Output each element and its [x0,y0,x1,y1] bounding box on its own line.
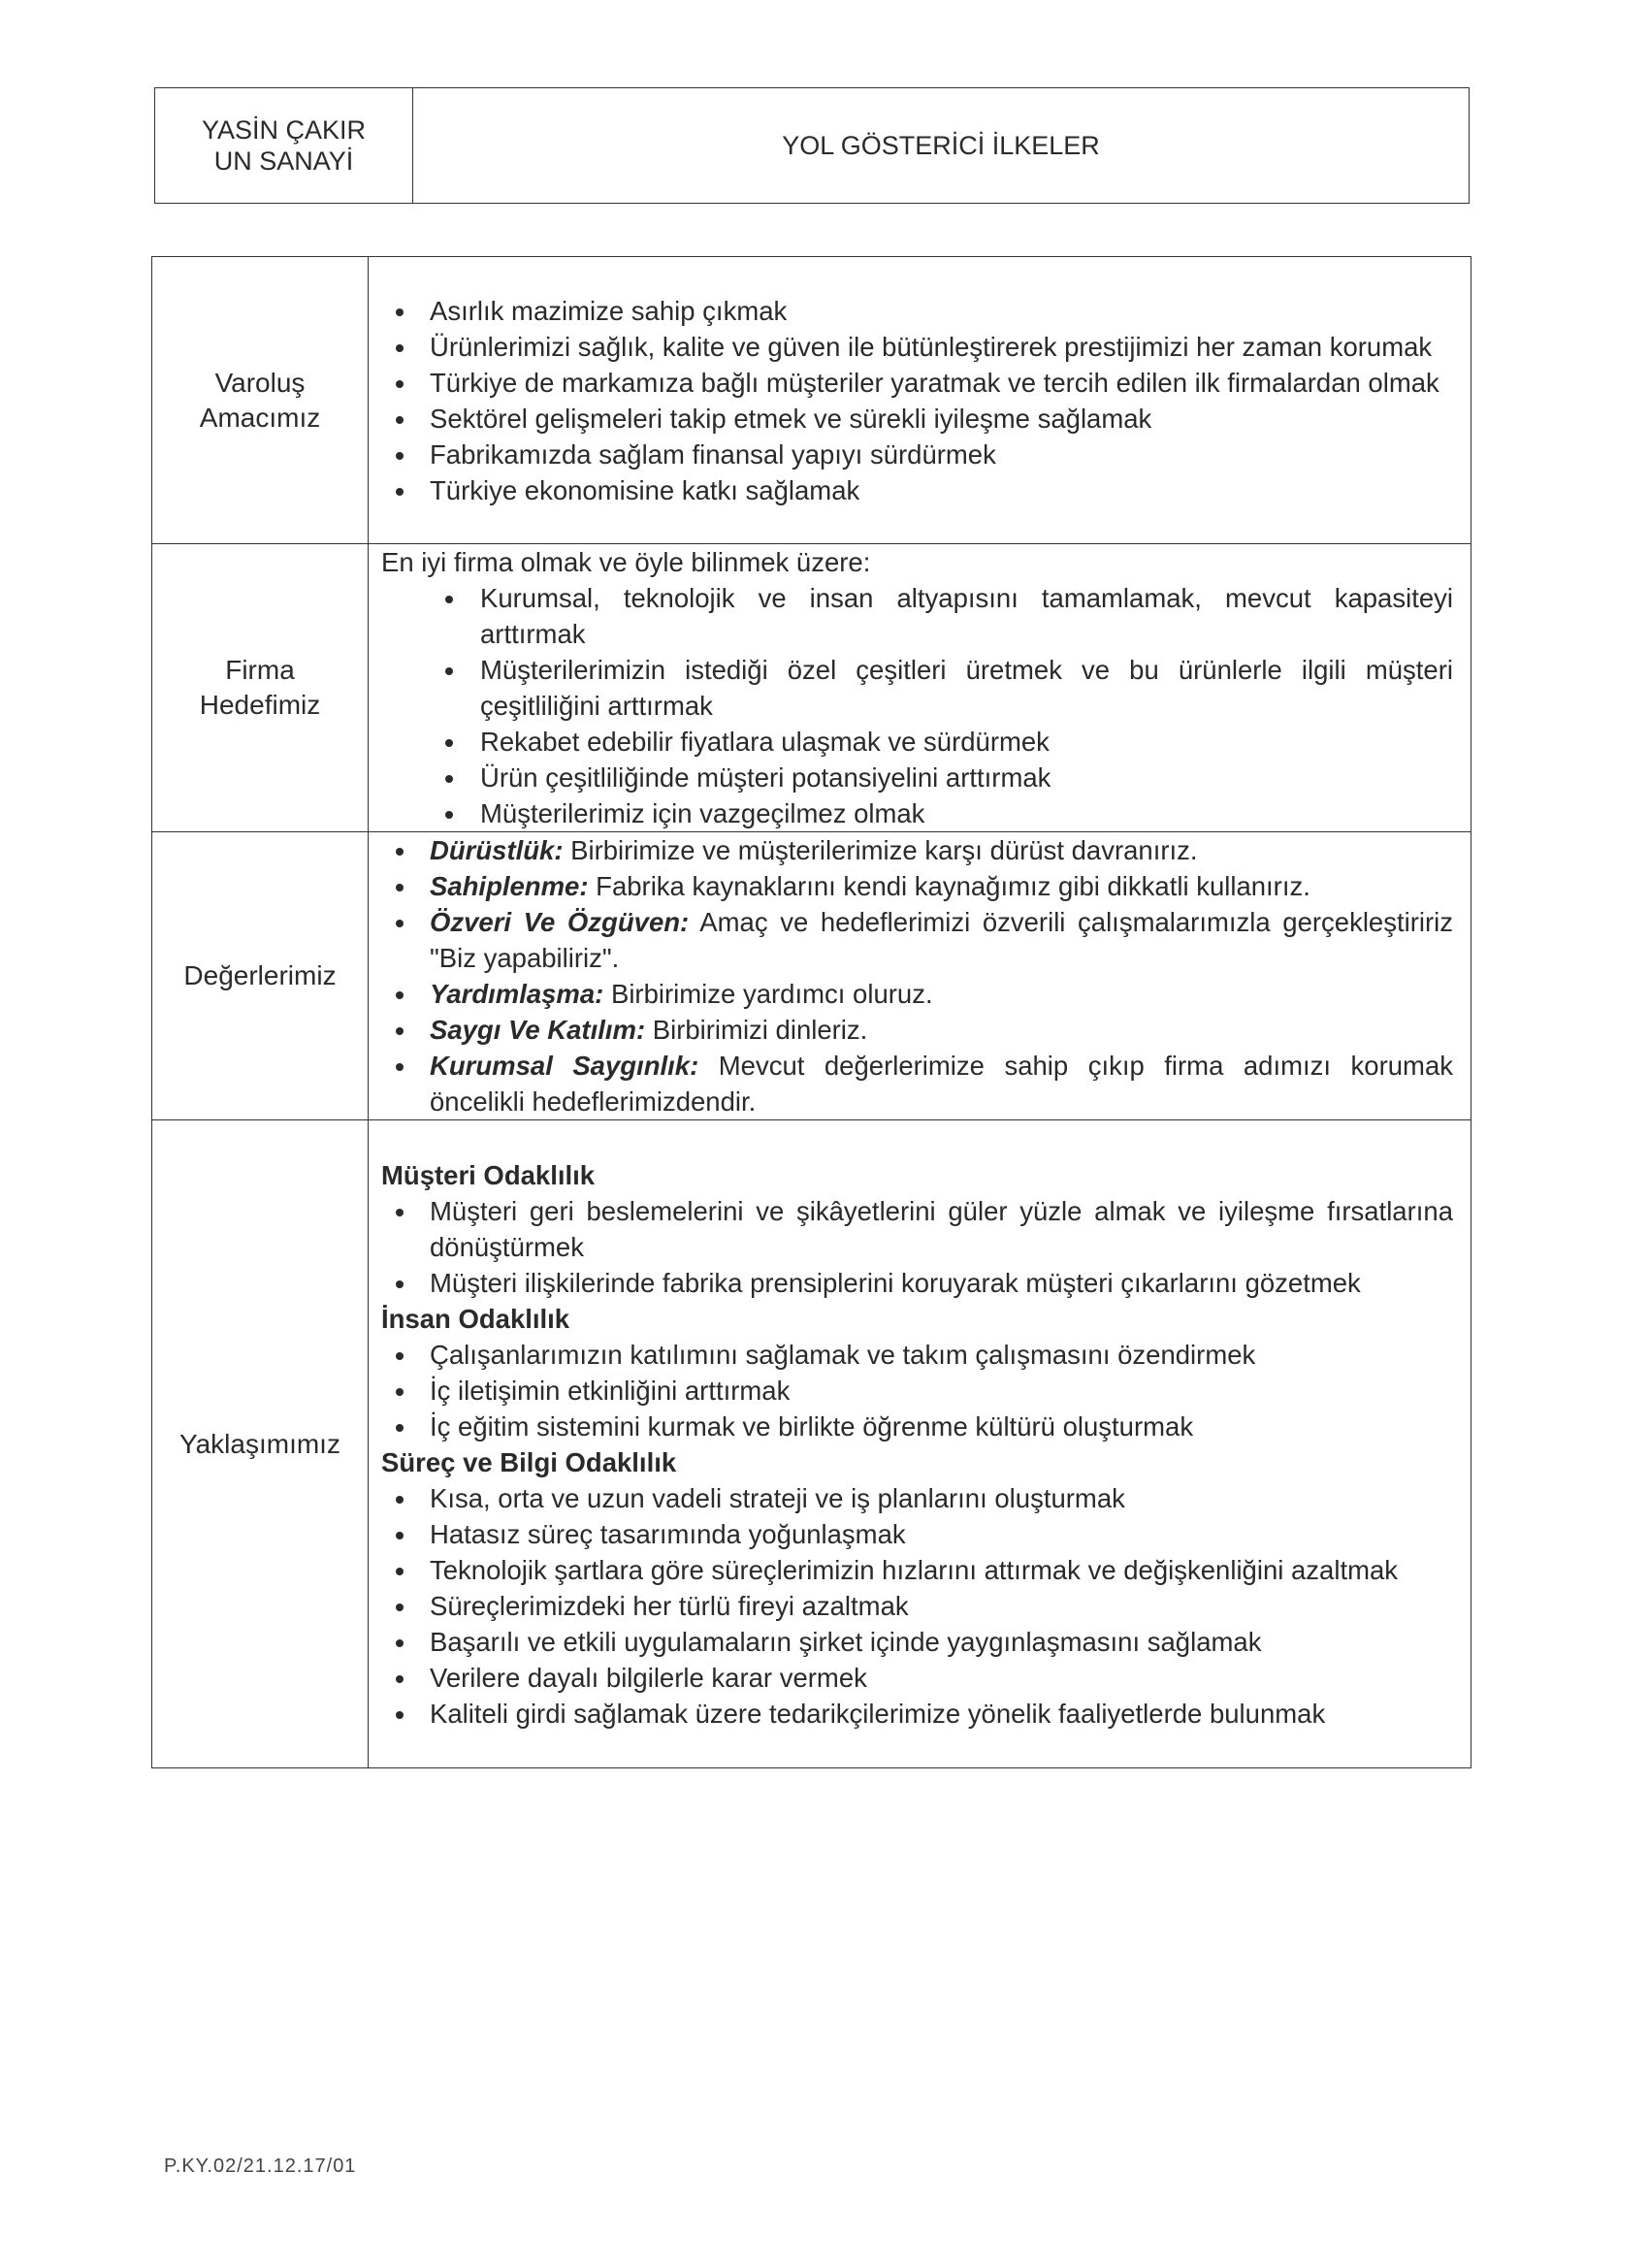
list-item: Teknolojik şartlara göre süreçlerimizin hızlarını attırmak ve değişkenliğini azaltmak [381,1552,1453,1588]
list-item: Müşterilerimizin istediği özel çeşitleri üretmek ve bu ürünlerle ilgili müşteri çeşitliliğini arttırmak [381,652,1453,724]
values-title-cell [152,832,369,1120]
document-title: YOL GÖSTERİCİ İLKELER [782,130,1100,160]
list-item: Türkiye ekonomisine katkı sağlamak [381,472,1453,508]
value-text: Birbirimizi dinleriz. [645,1015,868,1045]
list-item: Kısa, orta ve uzun vadeli strateji ve iş planlarını oluşturmak [381,1480,1453,1516]
purpose-content-cell [369,257,1471,544]
values-row [152,832,1471,1120]
list-item: Hatasız süreç tasarımında yoğunlaşmak [381,1516,1453,1552]
list-item: Verilere dayalı bilgilerle karar vermek [381,1660,1453,1696]
list-item: Süreçlerimizdeki her türlü fireyi azaltmak [381,1588,1453,1624]
principles-table [151,256,1471,1768]
process-focus-heading: Süreç ve Bilgi Odaklılık [381,1446,677,1477]
customer-focus-list [381,1193,1453,1301]
customer-focus-heading: Müşteri Odaklılık [381,1159,596,1190]
list-item: Kurumsal, teknolojik ve insan altyapısını tamamlamak, mevcut kapasiteyi arttırmak [381,580,1453,652]
value-text: Fabrika kaynaklarını kendi kaynağımız gibi dikkatli kullanırız. [588,871,1310,901]
purpose-title-line2: Amacımız [199,402,321,433]
value-name: Kurumsal Saygınlık: [430,1051,699,1081]
purpose-title-cell [152,257,369,544]
list-item [381,832,1453,868]
list-item: Rekabet edebilir fiyatlara ulaşmak ve sürdürmek [381,724,1453,760]
list-item [381,1048,1453,1119]
value-text: Mevcut değerlerimize sahip çıkıp firma adımızı korumak öncelikli hedeflerimizdendir. [430,1051,1453,1117]
company-name-cell [155,88,413,203]
value-text: Amaç ve hedeflerimizi özverili çalışmalarımızla gerçekleştiririz "Biz yapabiliriz". [430,907,1454,973]
list-item: Çalışanlarımızın katılımını sağlamak ve takım çalışmasını özendirmek [381,1337,1453,1373]
approach-content-cell [369,1120,1471,1768]
purpose-row [152,257,1471,544]
list-item: Türkiye de markamıza bağlı müşteriler yaratmak ve tercih edilen ilk firmalardan olmak [381,365,1453,401]
goals-title-line2: Hedefimiz [199,690,321,720]
goals-title-line1: Firma [225,655,295,685]
list-item [381,1012,1453,1048]
value-name: Dürüstlük: [430,835,564,865]
document-header [154,87,1470,204]
value-text: Birbirimize ve müşterilerimize karşı dürüst davranırız. [563,835,1198,865]
values-title: Değerlerimiz [183,960,337,990]
value-text: Birbirimize yardımcı oluruz. [603,979,933,1009]
company-name-line1: YASİN ÇAKIR [201,115,367,145]
approach-title: Yaklaşımımız [179,1428,340,1459]
list-item [381,976,1453,1012]
list-item: Müşterilerimiz için vazgeçilmez olmak [381,795,1453,831]
list-item: Başarılı ve etkili uygulamaların şirket içinde yaygınlaşmasını sağlamak [381,1624,1453,1660]
goals-content-cell [369,544,1471,832]
document-code: P.KY.02/21.12.17/01 [164,2155,357,2177]
list-item [381,904,1453,976]
list-item: Ürünlerimizi sağlık, kalite ve güven ile bütünleştirerek prestijimizi her zaman korumak [381,329,1453,365]
purpose-list [381,293,1453,508]
list-item [381,868,1453,904]
value-name: Özveri Ve Özgüven: [430,907,690,937]
goals-title-cell [152,544,369,832]
goals-intro: En iyi firma olmak ve öyle bilinmek üzere: [381,547,871,577]
list-item: Ürün çeşitliliğinde müşteri potansiyelini arttırmak [381,760,1453,795]
approach-row [152,1120,1471,1768]
value-name: Yardımlaşma: [430,979,604,1009]
list-item: Asırlık mazimize sahip çıkmak [381,293,1453,329]
process-focus-list [381,1480,1453,1732]
value-name: Saygı Ve Katılım: [430,1015,646,1045]
list-item: İç eğitim sistemini kurmak ve birlikte öğrenme kültürü oluşturmak [381,1409,1453,1444]
list-item: Müşteri ilişkilerinde fabrika prensiplerini koruyarak müşteri çıkarlarını gözetmek [381,1265,1453,1301]
list-item: İç iletişimin etkinliğini arttırmak [381,1373,1453,1409]
people-focus-list [381,1337,1453,1444]
goals-list [381,580,1453,831]
list-item: Müşteri geri beslemelerini ve şikâyetlerini güler yüzle almak ve iyileşme fırsatlarına dönüştürmek [381,1193,1453,1265]
value-name: Sahiplenme: [430,871,589,901]
list-item: Fabrikamızda sağlam finansal yapıyı sürdürmek [381,437,1453,472]
company-name-line2: UN SANAYİ [213,146,354,176]
values-list [381,832,1453,1119]
list-item: Kaliteli girdi sağlamak üzere tedarikçilerimize yönelik faaliyetlerde bulunmak [381,1696,1453,1732]
list-item: Sektörel gelişmeleri takip etmek ve sürekli iyileşme sağlamak [381,401,1453,437]
people-focus-heading: İnsan Odaklılık [381,1303,570,1334]
values-content-cell [369,832,1471,1120]
approach-title-cell [152,1120,369,1768]
purpose-title-line1: Varoluş [214,367,306,398]
goals-row [152,544,1471,832]
